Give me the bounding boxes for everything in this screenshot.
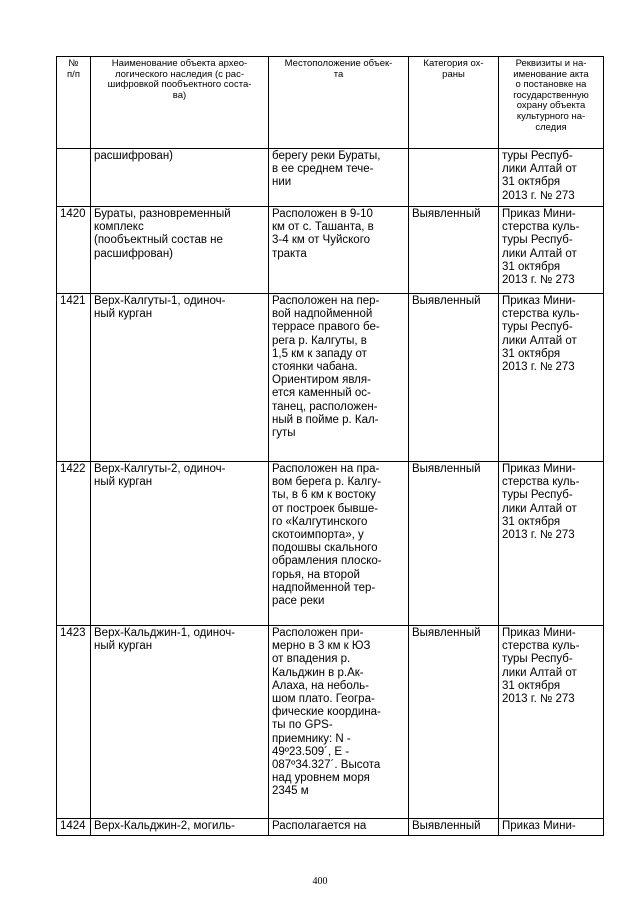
act-details: Приказ Мини- стерства куль- туры Респуб- лики Алтай от 31 октября 2013 г. № 273 xyxy=(499,626,604,819)
act-details: Приказ Мини- xyxy=(499,819,604,836)
row-number: 1422 xyxy=(57,462,91,626)
row-number: 1420 xyxy=(57,207,91,294)
table-row xyxy=(57,462,604,626)
protection-category: Выявленный xyxy=(409,462,499,626)
object-location: Располагается на xyxy=(269,819,409,836)
header-object-name: Наименование объекта архео- логического наследия (с рас- шифровкой пообъектного соста- ва) xyxy=(91,57,269,149)
act-details: Приказ Мини- стерства куль- туры Респуб- лики Алтай от 31 октября 2013 г. № 273 xyxy=(499,207,604,294)
object-location: Расположен при- мерно в 3 км к ЮЗ от впадения р. Кальджин в р.Ак- Алаха, на неболь- шом плато. Геогра- фические координа- ты по GPS- приемнику: N - 49º23.509´, E - 087º34.327´. Высота над уровнем моря 2345 м xyxy=(269,626,409,819)
table-row xyxy=(57,149,604,207)
object-location: Расположен в 9-10 км от с. Ташанта, в 3-4 км от Чуйского тракта xyxy=(269,207,409,294)
header-location: Местоположение объек- та xyxy=(269,57,409,149)
object-name: Верх-Калгуты-1, одиноч- ный курган xyxy=(91,294,269,462)
act-details: туры Респуб- лики Алтай от 31 октября 2013 г. № 273 xyxy=(499,149,604,207)
row-number: 1423 xyxy=(57,626,91,819)
protection-category xyxy=(409,149,499,207)
act-details: Приказ Мини- стерства куль- туры Респуб- лики Алтай от 31 октября 2013 г. № 273 xyxy=(499,462,604,626)
object-name: Бураты, разновременный комплекс (пообъектный состав не расшифрован) xyxy=(91,207,269,294)
row-number: 1421 xyxy=(57,294,91,462)
table-header-row xyxy=(57,57,604,149)
act-details: Приказ Мини- стерства куль- туры Респуб- лики Алтай от 31 октября 2013 г. № 273 xyxy=(499,294,604,462)
table-row xyxy=(57,819,604,836)
object-location: Расположен на пра- вом берега р. Калгу- ты, в 6 км к востоку от построек бывше- го «Калгутинского скотоимпорта», у подошвы скального обрамления плоско- горья, на второй надпойменной тер- расе реки xyxy=(269,462,409,626)
object-name: Верх-Кальджин-1, одиноч- ный курган xyxy=(91,626,269,819)
header-category: Категория ох- раны xyxy=(409,57,499,149)
table-row xyxy=(57,294,604,462)
row-number: 1424 xyxy=(57,819,91,836)
protection-category: Выявленный xyxy=(409,819,499,836)
protection-category: Выявленный xyxy=(409,294,499,462)
page-number: 400 xyxy=(312,876,328,887)
header-act-details: Реквизиты и на- именование акта о постановке на государственную охрану объекта культурного на- следия xyxy=(499,57,604,149)
protection-category: Выявленный xyxy=(409,626,499,819)
object-location: Расположен на пер- вой надпойменной террасе правого бе- рега р. Калгуты, в 1,5 км к западу от стоянки чабана. Ориентиром явля- ется каменный ос- танец, расположен- ный в пойме р. Кал- гуты xyxy=(269,294,409,462)
object-name: Верх-Кальджин-2, могиль- xyxy=(91,819,269,836)
object-location: берегу реки Бураты, в ее среднем тече- нии xyxy=(269,149,409,207)
header-number: № п/п xyxy=(57,57,91,149)
table-row xyxy=(57,207,604,294)
protection-category: Выявленный xyxy=(409,207,499,294)
object-name: Верх-Калгуты-2, одиноч- ный курган xyxy=(91,462,269,626)
row-number xyxy=(57,149,91,207)
heritage-registry-table xyxy=(56,56,604,836)
object-name: расшифрован) xyxy=(91,149,269,207)
table-row xyxy=(57,626,604,819)
